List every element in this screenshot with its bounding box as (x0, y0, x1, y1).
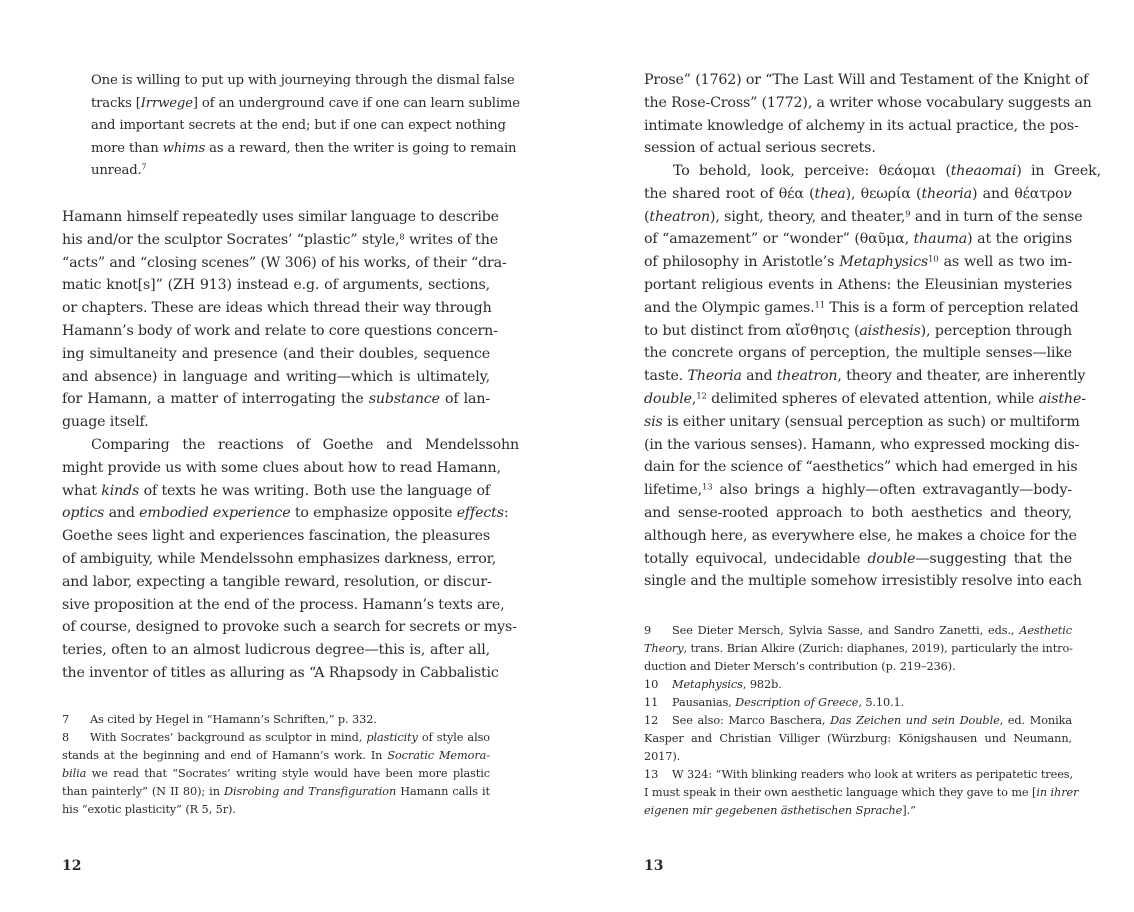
text-line: lifetime,$^{13}$ also brings a highly—often extravagantly—body- (644, 482, 1072, 499)
text-line: might provide us with some clues about how to read Hamann, (62, 459, 501, 476)
text-line: “acts” and “closing scenes” (W 306) of his works, of their “dra- (62, 254, 507, 271)
text-line: intimate knowledge of alchemy in its actual practice, the pos- (644, 117, 1079, 134)
footnote-line: Kasper and Christian Villiger (Würzburg: Königshausen und Neumann, (644, 732, 1072, 745)
text-line: and labor, expecting a tangible reward, resolution, or discur- (62, 573, 492, 590)
text-line: dain for the science of “aesthetics” which had emerged in his (644, 459, 1078, 476)
text-line: matic knot[s]” (ZH 913) instead e.g. of arguments, sections, (62, 277, 490, 294)
text-line: and important secrets at the end; but if one can expect nothing (91, 118, 506, 134)
text-line: more than whims as a reward, then the writer is going to remain (91, 140, 517, 156)
text-line: single and the multiple somehow irresistibly resolve into each (644, 573, 1082, 590)
text-line: optics and embodied experience to emphasize opposite effects: (62, 505, 509, 522)
text-line: sis is either unitary (sensual perception as such) or multiform (644, 413, 1080, 430)
footnote-line: 7 As cited by Hegel in “Hamann’s Schriften,” p. 332. (62, 711, 490, 729)
text-line: to but distinct from αἴσθησις (aisthesis), perception through (644, 322, 1072, 339)
text-line: of philosophy in Aristotle’s Metaphysics$^{10}$ as well as two im- (644, 254, 1072, 271)
footnote-line: 2017). (644, 750, 681, 763)
text-line: the inventor of titles as alluring as “A Rhapsody in Cabbalistic (62, 665, 499, 681)
footnote-line: eigenen mir gegebenen ästhetischen Sprache].” (644, 804, 916, 817)
text-line: or chapters. These are ideas which thread their way through (62, 300, 492, 317)
text-line: and the Olympic games.$^{11}$ This is a form of perception related (644, 299, 1079, 316)
text-line: and absence) in language and writing—which is ultimately, (62, 368, 490, 385)
footnote-line: 8 With Socrates’ background as sculptor in mind, plasticity of style also (62, 729, 490, 747)
text-line: One is willing to put up with journeying through the dismal false (91, 73, 515, 88)
text-line: To behold, look, perceive: θεάομαι (theaomai) in Greek, (673, 163, 1101, 179)
text-line: Hamann himself repeatedly uses similar language to describe (62, 209, 499, 225)
text-line: ing simultaneity and presence (and their doubles, sequence (62, 345, 490, 362)
left-page (62, 0, 520, 912)
text-line: unread.$^7$ (91, 163, 147, 179)
text-line: sive proposition at the end of the process. Hamann’s texts are, (62, 596, 505, 613)
footnote-line: duction and Dieter Mersch’s contribution (p. 219–236). (644, 660, 956, 673)
footnote-line: his “exotic plasticity” (R 5, 5r). (62, 803, 236, 816)
text-line: what kinds of texts he was writing. Both use the language of (62, 482, 490, 499)
text-line: double,$^{12}$ delimited spheres of elevated attention, while aisthe- (644, 391, 1086, 407)
text-line: totally equivocal, undecidable double—suggesting that the (644, 550, 1072, 567)
text-line: Goethe sees light and experiences fascination, the pleasures (62, 528, 490, 545)
text-line: teries, often to an almost ludicrous degree—this is, after all, (62, 642, 490, 659)
footnote-number: 10 (644, 678, 659, 691)
text-line: Hamann’s body of work and relate to core questions concern- (62, 323, 498, 339)
text-line: for Hamann, a matter of interrogating the substance of lan- (62, 391, 490, 408)
text-line: taste. Theoria and theatron, theory and theater, are inherently (644, 368, 1086, 385)
text-line: his and/or the sculptor Socrates’ “plastic” style,$^8$ writes of the (62, 231, 498, 248)
text-line: the Rose-Cross” (1772), a writer whose vocabulary suggests an (644, 94, 1092, 111)
text-line: (theatron), sight, theory, and theater,$^9$ and in turn of the sense (644, 208, 1083, 225)
footnote-number: 13 (644, 768, 659, 781)
text-line: the concrete organs of perception, the multiple senses—like (644, 345, 1072, 362)
text-line: session of actual serious secrets. (644, 140, 876, 157)
page-number: 13 (644, 858, 664, 874)
text-line: and sense-rooted approach to both aesthetics and theory, (644, 505, 1072, 521)
footnote-line: bilia we read that “Socrates’ writing style would have been more plastic (62, 767, 490, 780)
footnote-line: than painterly” (N II 80); in Disrobing and Transfiguration Hamann calls it (62, 785, 490, 798)
footnote-number: 11 (644, 696, 659, 709)
text-line: the shared root of θέα (thea), θεωρία (theoria) and θέατρον (644, 185, 1072, 202)
footnote-line: 9 See Dieter Mersch, Sylvia Sasse, and Sandro Zanetti, eds., Aesthetic (644, 622, 1072, 640)
text-line: of ambiguity, while Mendelssohn emphasizes darkness, error, (62, 551, 497, 567)
footnote-line: 12 See also: Marco Baschera, Das Zeichen und sein Double, ed. Monika (644, 712, 1072, 730)
footnote-number: 9 (644, 624, 652, 637)
text-line: (in the various senses). Hamann, who expressed mocking dis- (644, 436, 1080, 453)
footnote-number: 8 (62, 731, 70, 744)
text-line: although here, as everywhere else, he makes a choice for the (644, 527, 1077, 544)
text-line: of “amazement” or “wonder” (θαῦμα, thauma) at the origins (644, 231, 1072, 248)
footnote-line: stands at the beginning and end of Hamann’s work. In Socratic Memora- (62, 749, 490, 762)
text-line: portant religious events in Athens: the Eleusinian mysteries (644, 277, 1072, 293)
text-line: guage itself. (62, 414, 149, 431)
footnote-line: 13 W 324: “With blinking readers who look at writers as peripatetic trees, (644, 766, 1072, 784)
page-number: 12 (62, 858, 82, 874)
footnote-line: Theory, trans. Brian Alkire (Zurich: diaphanes, 2019), particularly the intro- (644, 642, 1073, 655)
right-page (644, 0, 1101, 912)
text-line: tracks [Irrwege] of an underground cave if one can learn sublime (91, 95, 520, 111)
text-line: Prose” (1762) or “The Last Will and Testament of the Knight of (644, 72, 1089, 88)
footnote-number: 7 (62, 713, 70, 726)
text-line: of course, designed to provoke such a search for secrets or mys- (62, 619, 517, 636)
footnote-line: I must speak in their own aesthetic language which they gave to me [in ihrer (644, 786, 1079, 799)
footnote-line: 11 Pausanias, Description of Greece, 5.10.1. (644, 694, 1072, 712)
text-line: Comparing the reactions of Goethe and Mendelssohn (91, 437, 519, 453)
footnote-line: 10 Metaphysics, 982b. (644, 676, 1072, 694)
footnote-number: 12 (644, 714, 659, 727)
